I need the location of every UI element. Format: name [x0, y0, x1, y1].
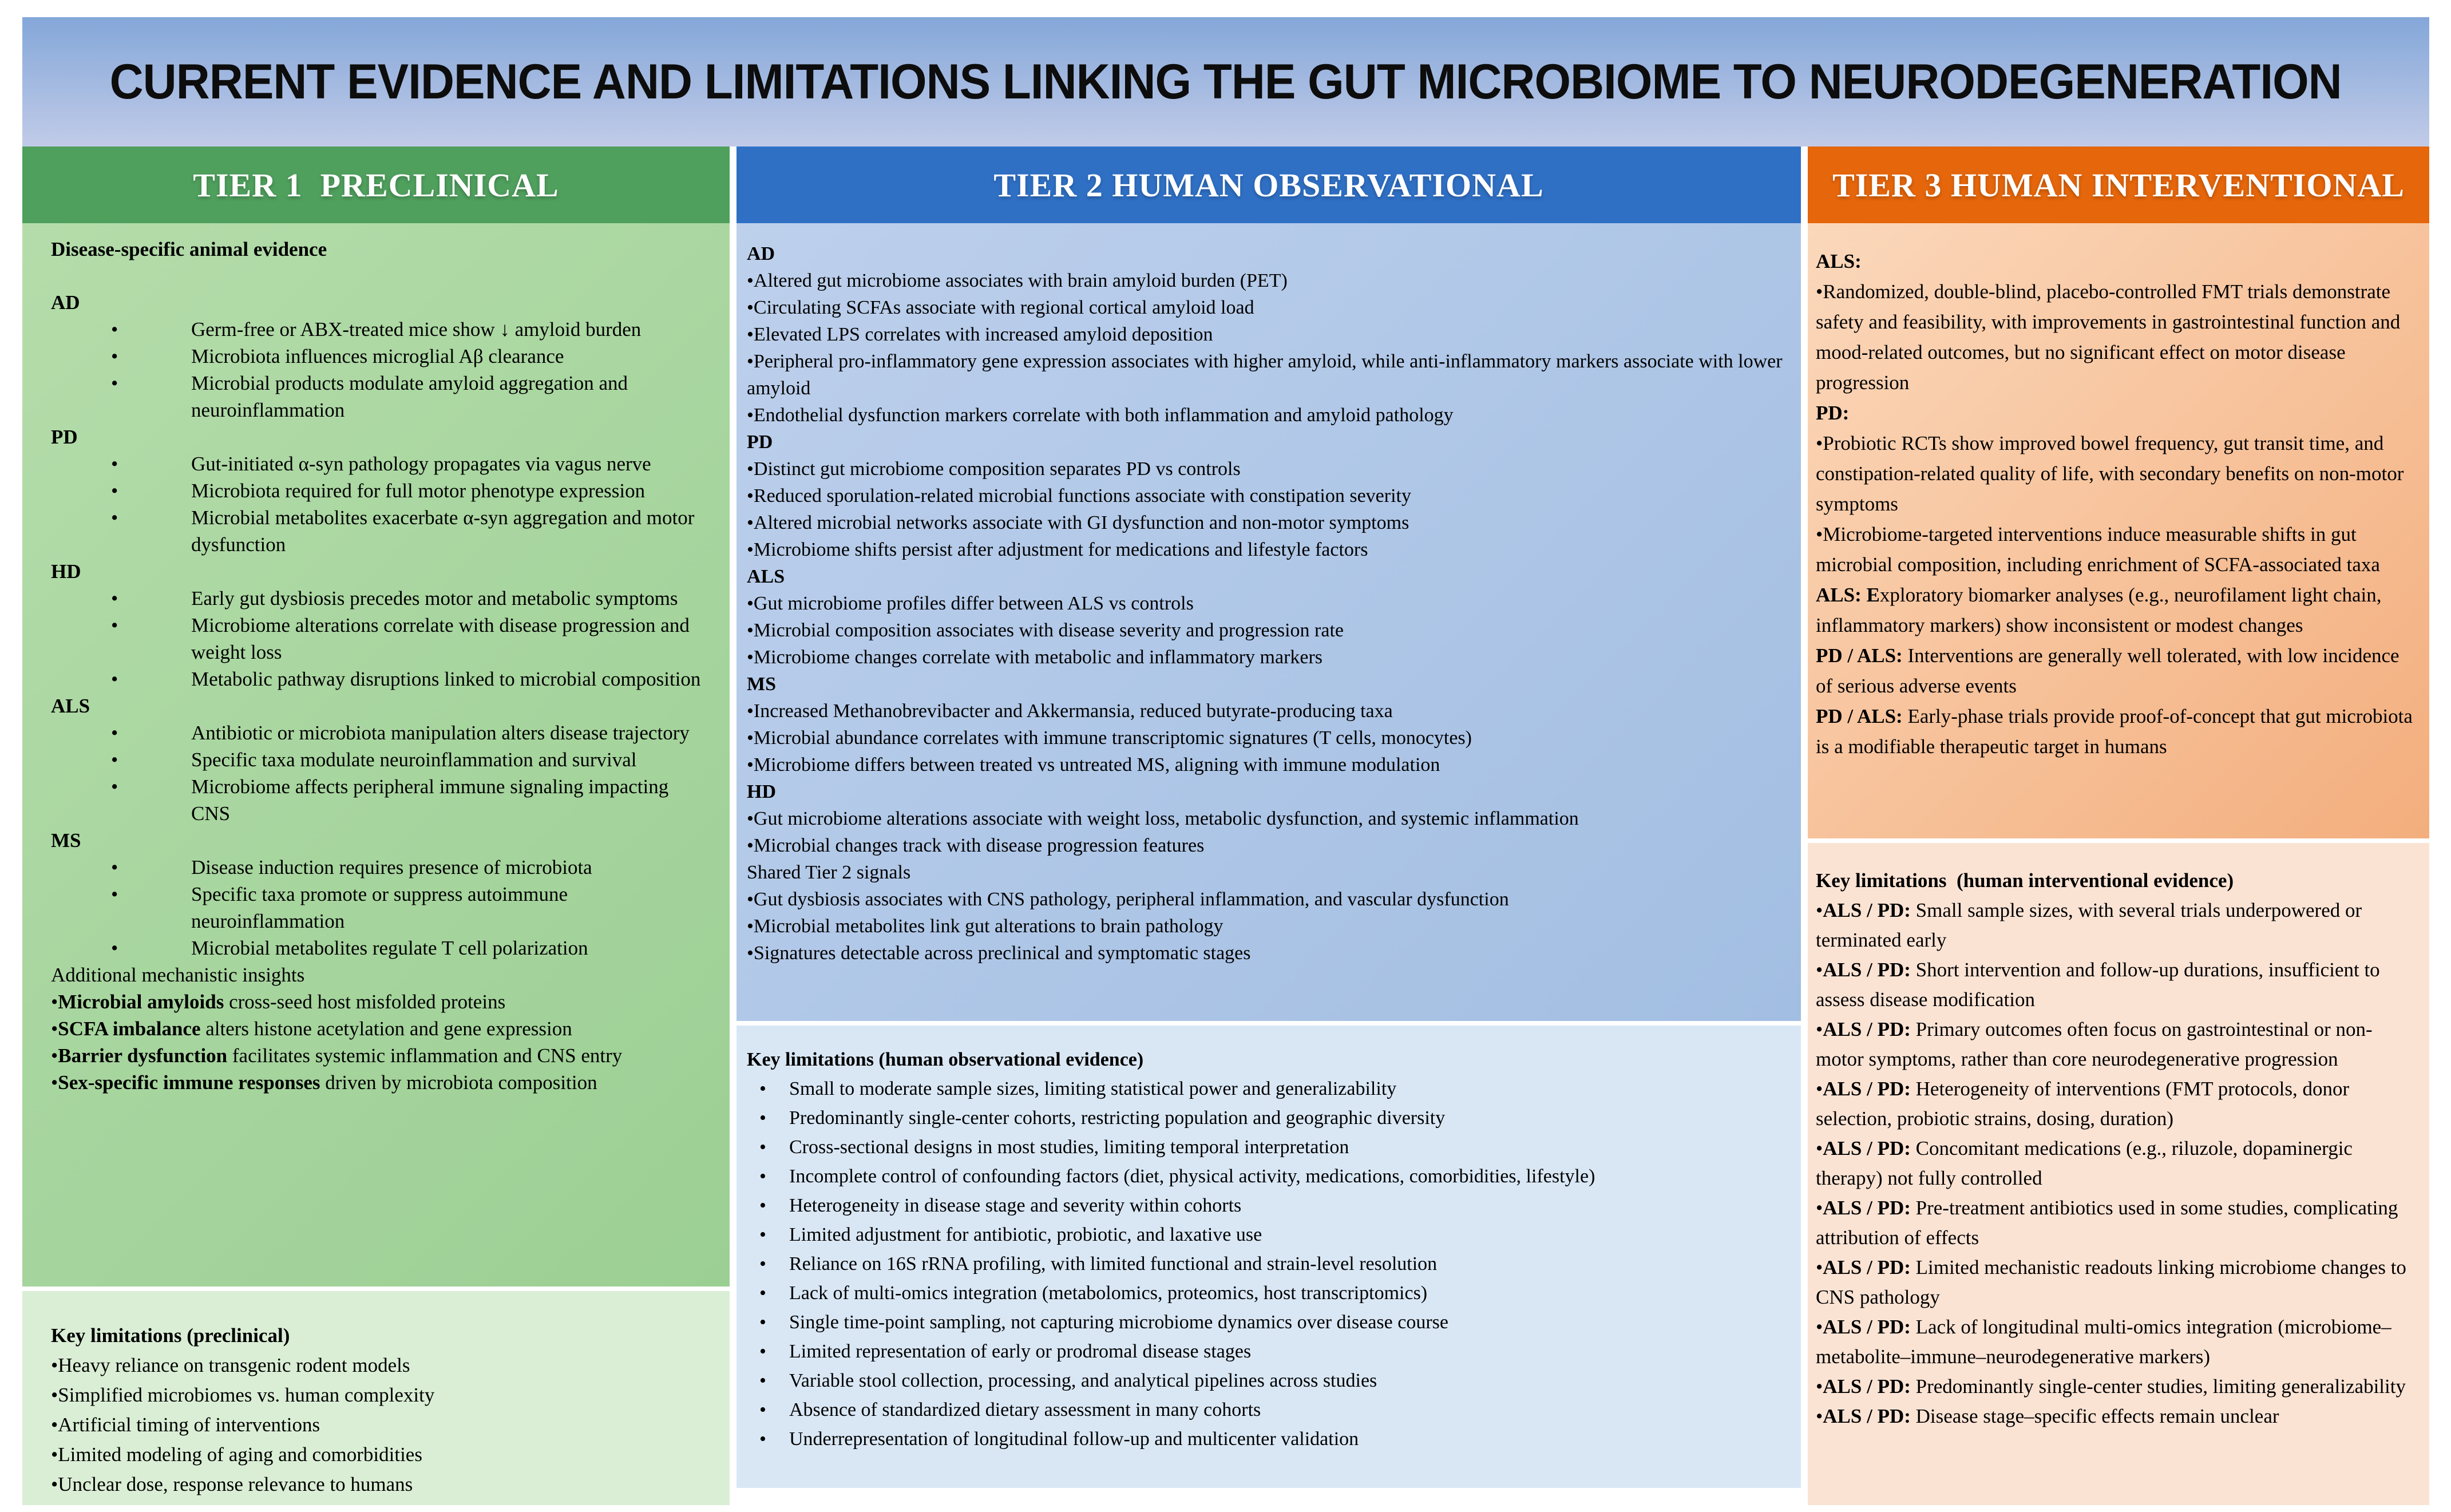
section-heading: PD:	[1816, 402, 1850, 424]
bullet-item: •Circulating SCFAs associate with regional cortical amyloid load	[747, 297, 1254, 318]
tier2-limitations-list	[737, 1074, 1801, 1454]
figure-title: CURRENT EVIDENCE AND LIMITATIONS LINKING THE GUT MICROBIOME TO NEURODEGENERATION	[109, 54, 2342, 109]
section-heading: PD	[747, 432, 773, 453]
bullet-item: •Microbial changes track with disease progression features	[747, 835, 1205, 856]
section-heading: ALS	[747, 566, 785, 587]
bullet-item: • Metabolic pathway disruptions linked to microbial composition	[191, 666, 709, 692]
limitation-item: • Variable stool collection, processing, and analytical pipelines across studies	[789, 1366, 1785, 1395]
tier2-evidence-panel	[737, 223, 1801, 1021]
bullet-item: •Microbial metabolites link gut alterations to brain pathology	[747, 916, 1223, 937]
bullet-item: • Microbial metabolites regulate T cell polarization	[191, 935, 709, 961]
bullet-item: • Disease induction requires presence of microbiota	[191, 854, 709, 881]
bullet-item: •SCFA imbalance alters histone acetylation and gene expression	[51, 1018, 572, 1040]
bold-lead-item: PD / ALS: Early-phase trials provide proof-of-concept that gut microbiota is a modifiable therapeutic target in humans	[1816, 705, 2413, 758]
title-banner	[22, 17, 2429, 147]
section-label: Shared Tier 2 signals	[747, 862, 911, 883]
tier3-header	[1808, 147, 2429, 223]
bullet-item: •Microbial amyloids cross-seed host misfolded proteins	[51, 991, 506, 1013]
section-heading: HD	[747, 781, 776, 802]
limitation-item: •ALS / PD: Short intervention and follow-up durations, insufficient to assess disease modification	[1816, 959, 2380, 1011]
bullet-item: • Microbiome alterations correlate with disease progression and weight loss	[191, 612, 709, 666]
tier3-limitations-title: Key limitations (human interventional evidence)	[1816, 869, 2234, 892]
bullet-item: • Gut-initiated α-syn pathology propagates via vagus nerve	[191, 450, 709, 477]
section-heading: AD	[51, 291, 80, 314]
bullet-item: •Microbiome shifts persist after adjustment for medications and lifestyle factors	[747, 539, 1368, 560]
limitation-item: •ALS / PD: Heterogeneity of interventions (FMT protocols, donor selection, probiotic strains, dosing, duration)	[1816, 1078, 2350, 1130]
bold-lead-item: PD / ALS: Interventions are generally well tolerated, with low incidence of serious adverse events	[1816, 644, 2399, 697]
bullet-item: • Early gut dysbiosis precedes motor and metabolic symptoms	[191, 585, 709, 612]
section-label: Additional mechanistic insights	[51, 964, 305, 986]
bullet-item: • Specific taxa promote or suppress autoimmune neuroinflammation	[191, 881, 709, 935]
bullet-item: •Microbiome changes correlate with metabolic and inflammatory markers	[747, 647, 1323, 668]
bullet-item: •Randomized, double-blind, placebo-controlled FMT trials demonstrate safety and feasibility, with improvements in gastrointestinal function and mood-related outcomes, but no significant effect on motor disease progression	[1816, 280, 2401, 394]
bullet-item: •Signatures detectable across preclinical and symptomatic stages	[747, 943, 1251, 964]
tier1-evidence-panel	[22, 223, 730, 1287]
bullet-item: • Antibiotic or microbiota manipulation alters disease trajectory	[191, 719, 709, 746]
tier3-limitations-list	[1808, 896, 2429, 1431]
bullet-item: •Microbiome differs between treated vs untreated MS, aligning with immune modulation	[747, 754, 1440, 775]
bullet-item: • Microbiota influences microglial Aβ clearance	[191, 343, 709, 370]
limitation-item: •ALS / PD: Lack of longitudinal multi-omics integration (microbiome–metabolite–immune–neurodegenerative markers)	[1816, 1316, 2391, 1368]
bullet-item: • Microbiota required for full motor phenotype expression	[191, 477, 709, 504]
bold-lead-item: ALS: Exploratory biomarker analyses (e.g., neurofilament light chain, inflammatory markers) show inconsistent or modest changes	[1816, 584, 2382, 636]
limitation-item: • Incomplete control of confounding factors (diet, physical activity, medications, comorbidities, lifestyle)	[789, 1162, 1785, 1191]
limitation-item: •Limited modeling of aging and comorbidities	[51, 1443, 422, 1466]
limitation-item: • Heterogeneity in disease stage and severity within cohorts	[789, 1191, 1785, 1220]
limitation-item: • Reliance on 16S rRNA profiling, with limited functional and strain-level resolution	[789, 1249, 1785, 1279]
tier1-limitations-title: Key limitations (preclinical)	[51, 1324, 290, 1347]
bullet-item: •Microbial abundance correlates with immune transcriptomic signatures (T cells, monocytes)	[747, 727, 1472, 749]
limitation-item: • Single time-point sampling, not capturing microbiome dynamics over disease course	[789, 1308, 1785, 1337]
limitation-item: • Limited representation of early or prodromal disease stages	[789, 1337, 1785, 1366]
tier1-header-label: TIER 1 PRECLINICAL	[193, 166, 559, 204]
bullet-item: •Endothelial dysfunction markers correlate with both inflammation and amyloid pathology	[747, 405, 1454, 426]
tier2-limitations-panel	[737, 1026, 1801, 1488]
tier3-limitations-panel	[1808, 843, 2429, 1505]
tier2-header-label: TIER 2 HUMAN OBSERVATIONAL	[993, 166, 1544, 204]
bullet-item: •Elevated LPS correlates with increased amyloid deposition	[747, 324, 1213, 345]
bullet-item: •Microbial composition associates with disease severity and progression rate	[747, 620, 1344, 641]
tier1-header	[22, 147, 730, 223]
bullet-item: •Peripheral pro-inflammatory gene expression associates with higher amyloid, while anti-inflammatory markers associate with lower amyloid	[747, 351, 1783, 399]
bullet-item: • Microbial products modulate amyloid aggregation and neuroinflammation	[191, 370, 709, 423]
bullet-item: •Gut dysbiosis associates with CNS pathology, peripheral inflammation, and vascular dysfunction	[747, 889, 1509, 910]
limitation-item: • Predominantly single-center cohorts, restricting population and geographic diversity	[789, 1103, 1785, 1133]
limitation-item: •Unclear dose, response relevance to humans	[51, 1473, 413, 1495]
bullet-item: •Probiotic RCTs show improved bowel frequency, gut transit time, and constipation-related quality of life, with secondary benefits on non-motor symptoms	[1816, 432, 2404, 515]
bullet-item: •Barrier dysfunction facilitates systemic inflammation and CNS entry	[51, 1044, 623, 1067]
limitation-item: •ALS / PD: Concomitant medications (e.g., riluzole, dopaminergic therapy) not fully controlled	[1816, 1137, 2353, 1189]
limitation-item: • Small to moderate sample sizes, limiting statistical power and generalizability	[789, 1074, 1785, 1103]
limitation-item: • Cross-sectional designs in most studies, limiting temporal interpretation	[789, 1133, 1785, 1162]
limitation-item: •Simplified microbiomes vs. human complexity	[51, 1384, 435, 1406]
bullet-item: • Microbiome affects peripheral immune signaling impacting CNS	[191, 773, 709, 827]
section-heading: AD	[747, 243, 775, 264]
bullet-item: •Altered gut microbiome associates with brain amyloid burden (PET)	[747, 270, 1288, 291]
bullet-item: •Microbiome-targeted interventions induce measurable shifts in gut microbial composition, including enrichment of SCFA-associated taxa	[1816, 523, 2380, 576]
bullet-item: • Specific taxa modulate neuroinflammation and survival	[191, 746, 709, 773]
limitation-item: •ALS / PD: Disease stage–specific effects remain unclear	[1816, 1405, 2279, 1427]
limitation-item: •Artificial timing of interventions	[51, 1414, 320, 1436]
limitation-item: •ALS / PD: Predominantly single-center studies, limiting generalizability	[1816, 1375, 2406, 1398]
section-heading: ALS	[51, 695, 90, 717]
tier3-evidence-panel	[1808, 223, 2429, 838]
tier2-limitations-title: Key limitations (human observational evidence)	[747, 1049, 1144, 1070]
section-heading: MS	[747, 674, 776, 695]
section-heading: Disease-specific animal evidence	[51, 238, 327, 260]
bullet-item: •Gut microbiome alterations associate with weight loss, metabolic dysfunction, and systemic inflammation	[747, 808, 1579, 829]
bullet-item: •Sex-specific immune responses driven by microbiota composition	[51, 1071, 597, 1094]
section-heading: ALS:	[1816, 250, 1862, 272]
section-heading: PD	[51, 426, 78, 448]
bullet-item: •Altered microbial networks associate with GI dysfunction and non-motor symptoms	[747, 512, 1409, 533]
limitation-item: •Heavy reliance on transgenic rodent models	[51, 1354, 410, 1376]
bullet-item: • Germ-free or ABX-treated mice show ↓ amyloid burden	[191, 316, 709, 343]
section-heading: HD	[51, 560, 81, 583]
bullet-item: •Distinct gut microbiome composition separates PD vs controls	[747, 458, 1241, 480]
limitation-item: •ALS / PD: Primary outcomes often focus on gastrointestinal or non-motor symptoms, rather than core neurodegenerative progression	[1816, 1018, 2373, 1070]
tier1-limitations-list	[22, 1351, 730, 1499]
bullet-item: •Increased Methanobrevibacter and Akkermansia, reduced butyrate-producing taxa	[747, 700, 1393, 722]
limitation-item: •ALS / PD: Small sample sizes, with several trials underpowered or terminated early	[1816, 899, 2362, 951]
bullet-item: •Reduced sporulation-related microbial functions associate with constipation severity	[747, 485, 1411, 506]
limitation-item: • Lack of multi-omics integration (metabolomics, proteomics, host transcriptomics)	[789, 1279, 1785, 1308]
tier3-header-label: TIER 3 HUMAN INTERVENTIONAL	[1832, 166, 2405, 204]
bullet-item: •Gut microbiome profiles differ between ALS vs controls	[747, 593, 1194, 614]
limitation-item: •ALS / PD: Limited mechanistic readouts linking microbiome changes to CNS pathology	[1816, 1256, 2406, 1308]
limitation-item: •ALS / PD: Pre-treatment antibiotics used in some studies, complicating attribution of effects	[1816, 1197, 2398, 1249]
limitation-item: • Limited adjustment for antibiotic, probiotic, and laxative use	[789, 1220, 1785, 1249]
tier2-header	[737, 147, 1801, 223]
section-heading: MS	[51, 829, 81, 852]
limitation-item: • Absence of standardized dietary assessment in many cohorts	[789, 1395, 1785, 1424]
tier1-limitations-panel	[22, 1291, 730, 1505]
limitation-item: • Underrepresentation of longitudinal follow-up and multicenter validation	[789, 1424, 1785, 1454]
bullet-item: • Microbial metabolites exacerbate α-syn aggregation and motor dysfunction	[191, 504, 709, 558]
